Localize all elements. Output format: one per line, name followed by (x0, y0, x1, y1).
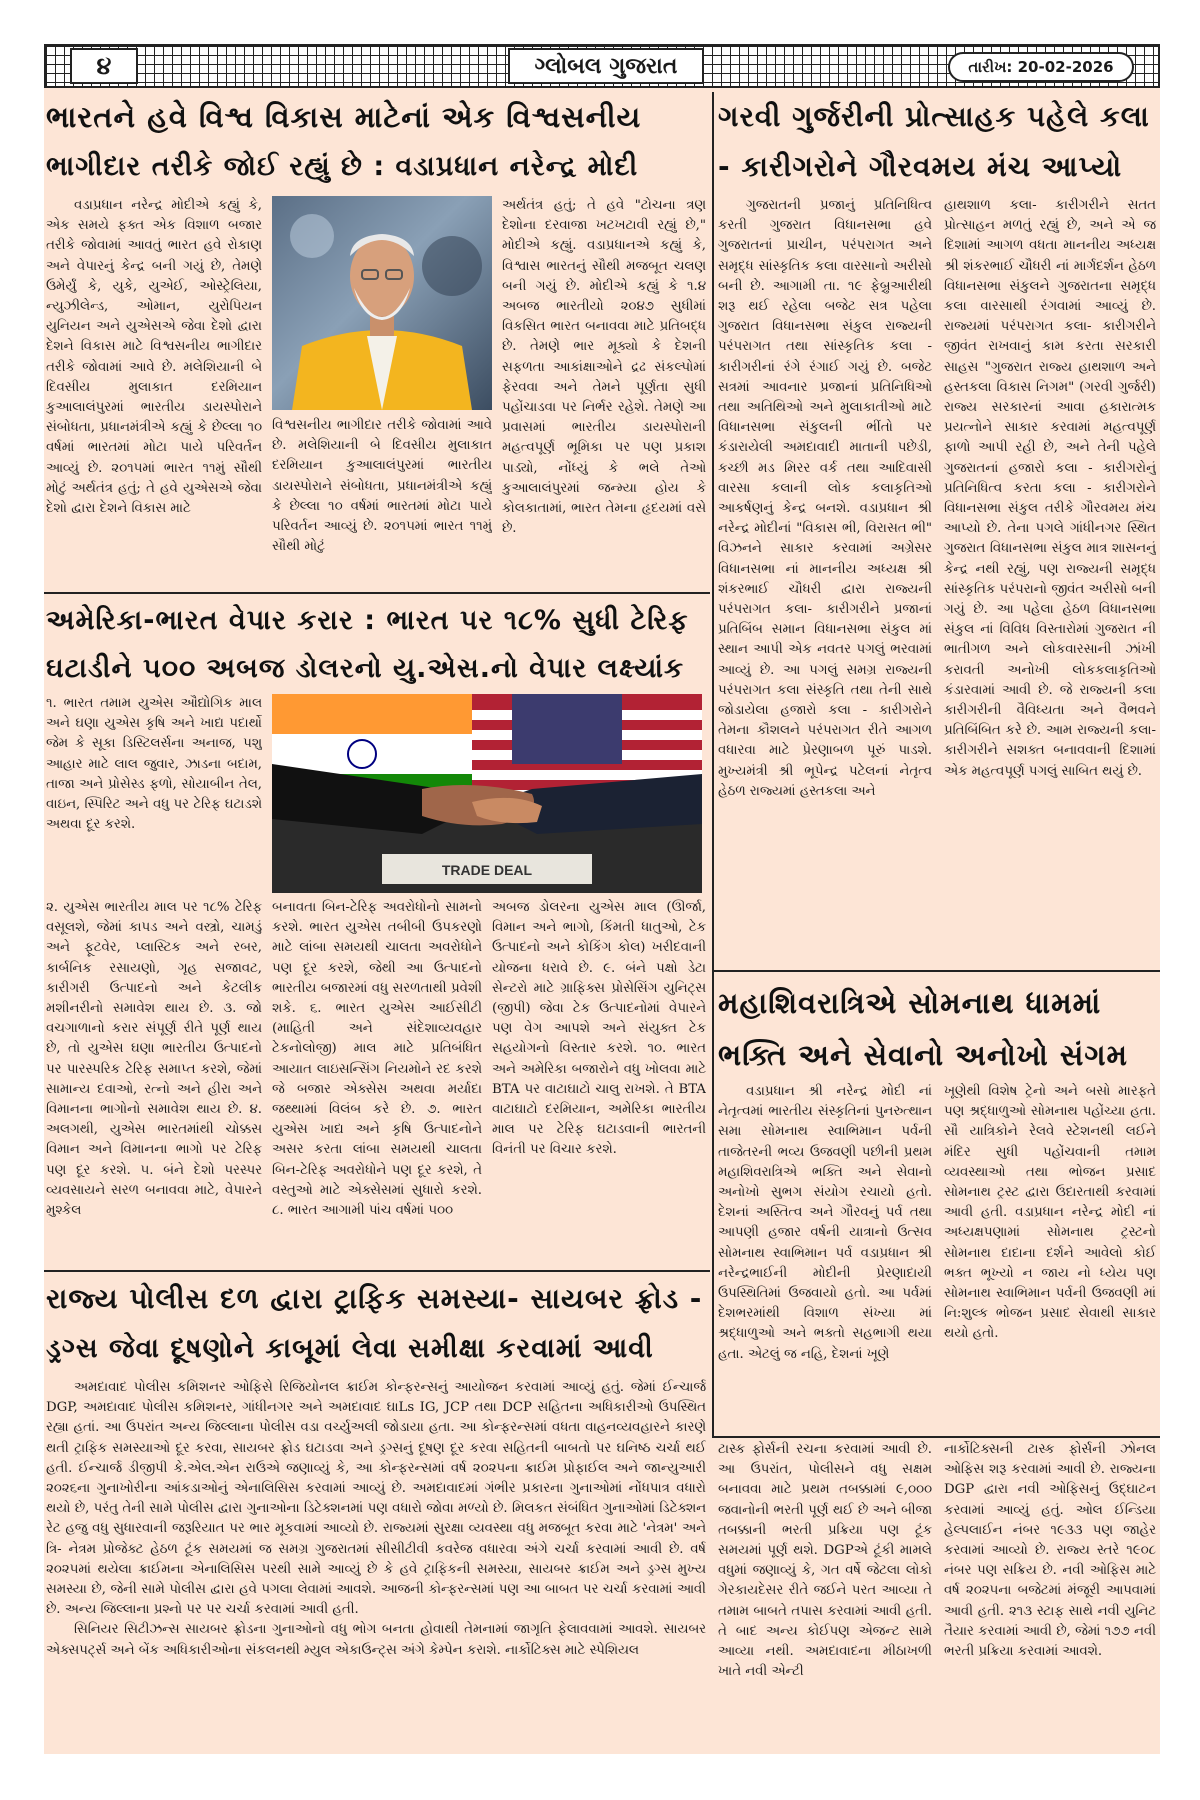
article1-column-2 (272, 416, 492, 586)
photo-caption: TRADE DEAL (441, 862, 533, 878)
article1-col2-text: વિશ્વસનીય ભાગીદાર તરીકે જોવામાં આવે છે. મલેશિયાની બે દિવસીય મુલાકાત દરમિયાન કુઆલાલંપુરમાં ભારતીય ડાયસ્પોરાને સંબોધતા, પ્રધાનમંત્રીએ કહ્યું કે છેલ્લા ૧૦ વર્ષમાં ભારતમાં મોટા પાયે પરિવર્તન આવ્યું છે. ૨૦૧૫માં ભારત ૧૧મું સૌથી મોટું (272, 418, 492, 555)
article1-headline-line2: ભાગીદાર તરીકે જોઈ રહ્યું છે : વડાપ્રધાન નરેન્દ્ર મોદી (46, 151, 639, 182)
article3-col4-text: નાર્કોટિક્સની ટાસ્ક ફોર્સની ઝોનલ ઓફિસ શરૂ કરવામાં આવી છે. રાજ્યના DGP દ્વારા નવી ઓફિસનું ઉદ્ઘાટન કરવામાં આવ્યું હતું. ઓલ ઈન્ડિયા હેલ્પલાઈન નંબર ૧૯૩૩ પણ જાહેર કરવામાં આવ્યો છે. રાજ્ય સ્તરે ૧૯૦૮ નંબર પણ સક્રિય છે. નવી ઓફિસ માટે વર્ષ ૨૦૨૫ના બજેટમાં મંજૂરી આપવામાં આવી હતી. ૨૧૩ સ્ટાફ સાથે નવી યુનિટ તૈયાર કરવામાં આવી છે, જેમાં ૧૭૭ નવી ભરતી પ્રક્રિયા કરવામાં આવશે. (944, 1442, 1156, 1660)
modi-portrait-illustration (272, 196, 492, 410)
divider (712, 1436, 1160, 1438)
article4-col2-text: હાથશાળ કલા- કારીગરીને સતત પ્રોત્સાહન મળતું રહ્યું છે, અને એ જ દિશામાં આગળ વધતા માનનીય અધ્યક્ષ શ્રી શંકરભાઈ ચૌધરી નાં માર્ગદર્શન હેઠળ વિધાનસભા સંકુલને ગુજરાતના સમૃદ્ધ કલા વારસાથી રંગવામાં આવ્યું છે. રાજ્યમાં પરંપરાગત કલા- કારીગરીને જીવંત રાખવાનું કામ કરતા સરકારી સાહસ "ગુજરાત રાજ્ય હાથશાળ અને હસ્તકલા વિકાસ નિગમ" (ગરવી ગુર્જરી) રાજ્ય સરકારનાં આવા હકારાત્મક પ્રયત્નોને સાકાર કરવામાં મહત્વપૂર્ણ ફાળો આપી રહી છે, અને તેની પહેલે ગુજરાતનાં હજારો કલા - કારીગરોનું પ્રતિનિધિત્વ કરતા કલા - કારીગરોને વિધાનસભા સંકુલ તરીકે ગૌરવમય મંચ આપ્યો છે. તેના પગલે ગાંધીનગર સ્થિત ગુજરાત વિધાનસભા સંકુલ માત્ર શાસનનું કેન્દ્ર નથી રહ્યું, પણ રાજ્યની સમૃદ્ધ સાંસ્કૃતિક પરંપરાનો જીવંત અરીસો બની ગયું છે. આ પહેલા હેઠળ વિધાનસભા સંકુલ નાં વિવિધ વિસ્તારોમાં ગુજરાત ની ભાતીગળ અને લોકવારસાની ઝાંખી કરાવતી અનોખી લોકકલાકૃતિઓ કંડારવામાં આવી છે. જે રાજ્યની કલા કારીગરીની વૈવિધ્યતા અને વૈભવને પ્રતિબિંબિત કરે છે. આમ રાજ્યની કલા- કારીગરીને સશક્ત બનાવવાની દિશામાં એક મહત્વપૂર્ણ પગલું સાબિત થયું છે. (944, 198, 1156, 779)
article2-column-2 (272, 898, 482, 1264)
column-divider (712, 92, 714, 1438)
article2-headline-line1: અમેરિકા-ભારત વેપાર કરાર : ભારત પર ૧૮% સુધી ટેરિફ (46, 605, 689, 636)
handshake-illustration (272, 694, 702, 893)
article2-col1b-text: ૨. યુએસ ભારતીય માલ પર ૧૮% ટેરિફ વસૂલશે, જેમાં કાપડ અને વસ્ત્રો, ચામડું અને ફૂટવેર, પ્લાસ્ટિક અને રબર, કાર્બનિક રસાયણો, ગૃહ સજાવટ, કારીગરી ઉત્પાદનો અને કેટલીક મશીનરીનો સમાવેશ થાય છે. ૩. જો વચગાળાનો કરાર સંપૂર્ણ રીતે પૂર્ણ થાય છે, તો યુએસ ઘણા ભારતીય ઉત્પાદનો પર પારસ્પરિક ટેરિફ સમાપ્ત કરશે, જેમાં સામાન્ય દવાઓ, રત્નો અને હીરા અને વિમાનના ભાગોનો સમાવેશ થાય છે. ૪. અલગથી, યુએસ ભારતમાંથી ચોક્કસ વિમાન અને વિમાનના ભાગો પર ટેરિફ પણ દૂર કરશે. ૫. બંને દેશો પરસ્પર વ્યવસાયને સરળ બનાવવા માટે, વેપારને મુશ્કેલ (46, 900, 262, 1219)
article1-column-1 (46, 196, 262, 586)
article4-column-2 (944, 196, 1156, 976)
article3-main-text (46, 1378, 706, 1750)
divider (44, 592, 710, 594)
article4-col1-text: ગુજરાતની પ્રજાનું પ્રતિનિધિત્વ કરતી ગુજરાત વિધાનસભા હવે ગુજરાતનાં પ્રાચીન, પરંપરાગત અને સમૃદ્ધ સાંસ્કૃતિક કલા વારસાનો અરીસો બની છે. આગામી તા. ૧૯ ફેબ્રુઆરીથી શરૂ થઈ રહેલા બજેટ સત્ર પહેલા ગુજરાત વિધાનસભા સંકુલ રાજ્યની પરંપરાગત તથા સાંસ્કૃતિક કલા - કારીગરીનાં રંગે રંગાઈ ગયું છે. બજેટ સત્રમાં આવનાર પ્રજાનાં પ્રતિનિધિઓ તથા અતિથિઓ અને મુલાકાતીઓ માટે વિધાનસભા સંકુલની ભીંતો પર કંડારાયેલી અમદાવાદી માતાની પછેડી, કચ્છી મડ મિરર વર્ક તથા આદિવાસી વારસા કલાની લોક કલાકૃતિઓ આકર્ષણનું કેન્દ્ર બનશે. વડાપ્રધાન શ્રી નરેન્દ્ર મોદીનાં "વિકાસ ભી, વિરાસત ભી" વિઝનને સાકાર કરવામાં અગ્રેસર વિધાનસભા નાં માનનીય અધ્યક્ષ શ્રી શંકરભાઈ ચૌધરી દ્વારા રાજ્યની પરંપરાગત કલા- કારીગરીને પ્રજાનાં પ્રતિબિંબ સમાન વિધાનસભા સંકુલ માં સ્થાન આપી એક નવતર પગલું ભરવામાં આવ્યું છે. આ પગલું સમગ્ર રાજ્યની પરંપરાગત કલા સંસ્કૃતિ તથા તેની સાથે જોડાયેલા હજારો કલા - કારીગરોને તેમના કૌશલને પરંપરાગત રીતે આગળ વધારવા માટે પ્રેરણાબળ પૂરું પાડશે. મુખ્યમંત્રી શ્રી ભૂપેન્દ્ર પટેલનાં નેતૃત્વ હેઠળ રાજ્યમાં હસ્તકલા અને (718, 198, 932, 799)
issue-date: તારીખ: 20-02-2026 (948, 52, 1134, 82)
article3-column-3 (718, 1440, 932, 1750)
article3-headline-line2: ડ્રગ્સ જેવા દૂષણોને કાબૂમાં લેવા સમીક્ષા કરવામાં આવી (46, 1333, 654, 1364)
article1-headline-line1: ભારતને હવે વિશ્વ વિકાસ માટેનાં એક વિશ્વસનીય (46, 100, 642, 134)
article5-col1-text: વડાપ્રધાન શ્રી નરેન્દ્ર મોદી નાં નેતૃત્વમાં ભારતીય સંસ્કૃતિનાં પુનરુત્થાન સમા સોમનાથ સ્વાભિમાન પર્વની તાજેતરની ભવ્ય ઉજવણી પછીની પ્રથમ મહાશિવરાત્રિએ ભક્તિ અને સેવાનો અનોખો સુભગ સંયોગ રચાયો હતો. દેશનાં અસ્તિત્વ અને ગૌરવનું પર્વ તથા આપણી હજાર વર્ષની યાત્રાનો ઉત્સવ સોમનાથ સ્વાભિમાન પર્વ વડાપ્રધાન શ્રી નરેન્દ્રભાઈની મોદીની પ્રેરણાદાયી ઉપસ્થિતિમાં ઉજવાયો હતો. આ પર્વમાં દેશભરમાંથી વિશાળ સંખ્યા માં શ્રદ્ધાળુઓ અને ભક્તો સહભાગી થયા હતા. એટલું જ નહિ, દેશનાં ખૂણે (718, 1084, 932, 1362)
article1-col1-text: વડાપ્રધાન નરેન્દ્ર મોદીએ કહ્યું કે, એક સમયે ફક્ત એક વિશાળ બજાર તરીકે જોવામાં આવતું ભારત હવે રોકાણ અને વેપારનું કેન્દ્ર બની ગયું છે, તેમણે ઉમેર્યું કે, યુકે, યુએઈ, ઓસ્ટ્રેલિયા, ન્યુઝીલેન્ડ, ઓમાન, યુરોપિયન યુનિયન અને યુએસએ જેવા દેશો દ્વારા દેશને વિકાસ માટે વિશ્વસનીય ભાગીદાર તરીકે જોવામાં આવે છે. મલેશિયાની બે દિવસીય મુલાકાત દરમિયાન કુઆલાલંપુરમાં ભારતીય ડાયસ્પોરાને સંબોધતા, પ્રધાનમંત્રીએ કહ્યું કે છેલ્લા ૧૦ વર્ષમાં ભારતમાં મોટા પાયે પરિવર્તન આવ્યું છે. ૨૦૧૫માં ભારત ૧૧મું સૌથી મોટું અર્થતંત્ર હતું; તે હવે યુએસએ જેવા દેશો દ્વારા દેશને વિકાસ માટે (46, 198, 262, 517)
article4-headline-line1: ગરવી ગુર્જરીની પ્રોત્સાહક પહેલે કલા (718, 100, 1150, 133)
article3-main-paragraph: અમદાવાદ પોલીસ કમિશનર ઓફિસે રિજિયોનલ ક્રાઈમ કોન્ફરન્સનું આયોજન કરવામાં આવ્યું હતું. જેમાં ઈન્ચાર્જ DGP, અમદાવાદ પોલીસ કમિશનર, ગાંધીનગર અને અમદાવાદ ઘાLs IG, JCP તથા DCP સહિતના અધિકારીઓ ઉપસ્થિત રહ્યા હતાં. આ ઉપરાંત અન્ય જિલ્લાના પોલીસ વડા વર્ચ્યુઅલી જોડાયા હતા. આ કોન્ફરન્સમાં વધતા વાહનવ્યવહારને કારણે થતી ટ્રાફિક સમસ્યાઓ દૂર કરવા, સાયબર ફ્રોડ ઘટાડવા અને ડ્રગ્સનું દૂષણ દૂર કરવા સહિતની બાબતો પર ઘનિષ્ઠ ચર્ચા થઈ હતી. ઈન્ચાર્જ ડીજીપી કે.એલ.એન રાઉએ જણાવ્યું કે, આ કોન્ફરન્સમાં વર્ષ ૨૦૨૫ના ક્રાઈમ પ્રોફાઈલ અને જાન્યુઆરી ૨૦૨૬ના ગુનાખોરીના આંકડાઓનું એનાલિસિસ કરવામાં આવ્યું છે. અમદાવાદમાં ગંભીર પ્રકારના ગુનાઓમાં નોંધપાત્ર વધારો થયો છે, પરંતુ તેની સામે પોલીસ દ્વારા ગુનાઓના ડિટેક્શનમાં પણ વધારો જોવા મળ્યો છે. મિલકત સંબંધિત ગુનાઓમાં ડિટેક્શન રેટ હજુ વધુ સુધારવાની જરૂરિયાત પર ભાર મૂકવામાં આવ્યો છે. રાજ્યમાં સુરક્ષા વ્યવસ્થા વધુ મજબૂત કરવા માટે 'નેત્રમ' અને ત્રિ- નેત્રમ પ્રોજેક્ટ હેઠળ ટૂંક સમયમાં જ સમગ્ર ગુજરાતમાં સીસીટીવી કવરેજ વધારવા અંગે ચર્ચા કરવામાં આવી છે. વર્ષ ૨૦૨૫માં થયેલા ક્રાઈમના એનાલિસિસ પરથી સામે આવ્યું છે કે હવે ટ્રાફિકની સમસ્યા, સાયબર ક્રાઈમ અને ડ્રગ્સ મુખ્ય સમસ્યા છે, જેની સામે પોલીસ દ્વારા હવે પગલા લેવામાં આવશે. આજની કોન્ફરન્સમાં પણ આ બાબત પર ચર્ચા કરવામાં આવી છે. અન્ય જિલ્લાના પ્રશ્નો પર પર ચર્ચા કરવામાં આવી હતી. (46, 1380, 706, 1618)
article3-main-paragraph-2: સિનિયર સિટીઝન્સ સાયબર ફ્રોડના ગુનાઓનો વધુ ભોગ બનતા હોવાથી તેમનામાં જાગૃતિ ફેલાવવામાં આવશે. સાયબર એક્સપર્ટ્સ અને બેંક અધિકારીઓના સંકલનથી મ્યુલ એકાઉન્ટ્સ અંગે કેમ્પેન કરાશે. નાર્કોટિક્સ માટે સ્પેશિયલ (46, 1622, 706, 1658)
article3-col3-text: ટાસ્ક ફોર્સની રચના કરવામાં આવી છે. આ ઉપરાંત, પોલીસને વધુ સક્ષમ બનાવવા માટે પ્રથમ તબક્કામાં ૯,૦૦૦ જવાનોની ભરતી પૂર્ણ થઈ છે અને બીજા તબક્કાની ભરતી પ્રક્રિયા પણ ટૂંક સમયમાં પૂર્ણ થશે. DGPએ ટૂંકી મામલે વધુમાં જણાવ્યું કે, ગત વર્ષે જેટલા લોકો ગેરકાયદેસર રીતે જઈને પરત આવ્યા તે તમામ બાબતે તપાસ કરવામાં આવી હતી. તે બાદ અન્ય કોઈપણ એજન્ટ સામે આવ્યા નથી. અમદાવાદના મીઠાખળી ખાતે નવી એન્ટી (718, 1442, 932, 1680)
article5-col2-text: ખૂણેથી વિશેષ ટ્રેનો અને બસો મારફતે પણ શ્રદ્ધાળુઓ સોમનાથ પહોંચ્યા હતા. સૌ યાત્રિકોને રેલવે સ્ટેશનથી લઈને મંદિર સુધી પહોંચવાની તમામ વ્યવસ્થાઓ તથા ભોજન પ્રસાદ સોમનાથ ટ્રસ્ટ દ્વારા ઉદારતાથી કરવામાં આવી હતી. વડાપ્રધાન નરેન્દ્ર મોદી નાં અધ્યક્ષપણામાં સોમનાથ ટ્રસ્ટનો સોમનાથ દાદાના દર્શને આવેલો કોઈ ભક્ત ભૂખ્યો ન જાય નો ધ્યેય પણ સોમનાથ સ્વાભિમાન પર્વની ઉજવણી માં નિ:શુલ્ક ભોજન પ્રસાદ સેવાથી સાકાર થયો હતો. (944, 1084, 1156, 1342)
article1-column-3 (502, 196, 706, 586)
trade-deal-photo (272, 694, 702, 893)
article2-headline-line2: ઘટાડીને ૫૦૦ અબજ ડોલરનો યુ.એસ.નો વેપાર લક્ષ્યાંક (46, 653, 685, 684)
newspaper-title: ગ્લોબલ ગુજરાત (508, 48, 704, 84)
divider (714, 970, 1160, 972)
article4-column-1 (718, 196, 932, 976)
article5-headline-line1: મહાશિવરાત્રિએ સોમનાથ ધામમાં (718, 986, 1102, 1020)
article2-column-1a (46, 694, 262, 898)
article2-col1a-text: ૧. ભારત તમામ યુએસ ઔદ્યોગિક માલ અને ઘણા યુએસ કૃષિ અને ખાદ્ય પદાર્થો જેમ કે સૂકા ડિસ્ટિલર્સના અનાજ, પશુ આહાર માટે લાલ જુવાર, ઝાડના બદામ, તાજા અને પ્રોસેસ્ડ ફળો, સોયાબીન તેલ, વાઇન, સ્પિરિટ અને વધુ પર ટેરિફ ઘટાડશે અથવા દૂર કરશે. (46, 696, 262, 833)
article3-headline-line1: રાજ્ય પોલીસ દળ દ્વારા ટ્રાફિક સમસ્યા- સાયબર ફ્રોડ - (46, 1282, 703, 1315)
article1-col3-text: અર્થતંત્ર હતું; તે હવે "ટોચના ત્રણ દેશોના દરવાજા ખટખટાવી રહ્યું છે," મોદીએ કહ્યું. વડાપ્રધાનએ કહ્યું કે, વિશ્વાસ ભારતનું સૌથી મજબૂત ચલણ બની ગયું છે. મોદીએ કહ્યું કે ૧.૪ અબજ ભારતીયો ૨૦૪૭ સુધીમાં વિકસિત ભારત બનાવવા માટે પ્રતિબદ્ધ છે. તેમણે ભાર મૂક્યો કે દેશની સફળતા આકાંક્ષાઓને દ્રઢ સંકલ્પોમાં ફેરવવા અને તેમને પૂર્ણતા સુધી પહોંચાડવા પર નિર્ભર રહેશે. તેમણે આ પ્રવાસમાં ભારતીય ડાયસ્પોરાની મહત્વપૂર્ણ ભૂમિકા પર પણ પ્રકાશ પાડ્યો, નોંધ્યું કે ભલે તેઓ કુઆલાલંપુરમાં જન્મ્યા હોય કે કોલકાતામાં, ભારત તેમના હૃદયમાં વસે છે. (502, 198, 706, 537)
article5-column-1 (718, 1082, 932, 1434)
article4-headline-line2: - કારીગરોને ગૌરવમય મંચ આપ્યો (718, 150, 1123, 183)
article5-column-2 (944, 1082, 1156, 1434)
article2-column-1b (46, 898, 262, 1264)
article2-col3-text: અબજ ડોલરના યુએસ માલ (ઊર્જા, વિમાન અને ભાગો, કિંમતી ધાતુઓ, ટેક ઉત્પાદનો અને કોકિંગ કોલ) ખરીદવાની યોજના ધરાવે છે. ૯. બંને પક્ષો ડેટા સેન્ટરો માટે ગ્રાફિક્સ પ્રોસેસિંગ યુનિટ્સ (જીપી) જેવા ટેક ઉત્પાદનોમાં વેપારને પણ વેગ આપશે અને સંયુક્ત ટેક સહયોગનો વિસ્તાર કરશે. ૧૦. ભારત અને અમેરિકા બજારોને વધુ ખોલવા માટે BTA પર વાટાઘાટો ચાલુ રાખશે. તે BTA વાટાઘાટો દરમિયાન, અમેરિકા ભારતીય માલ પર ટેરિફ ઘટાડવાની ભારતની વિનંતી પર વિચાર કરશે. (492, 900, 706, 1158)
divider (44, 1270, 710, 1272)
article5-headline-line2: ભક્તિ અને સેવાનો અનોખો સંગમ (718, 1038, 1129, 1072)
article3-column-4 (944, 1440, 1156, 1750)
article2-col2-text: બનાવતા બિન-ટેરિફ અવરોધોનો સામનો કરશે. ભારત યુએસ તબીબી ઉપકરણો માટે લાંબા સમયથી ચાલતા અવરોધોને પણ દૂર કરશે, જેથી આ ઉત્પાદનો ભારતીય બજારમાં વધુ સરળતાથી પ્રવેશી શકે. ૬. ભારત યુએસ આઈસીટી (માહિતી અને સંદેશાવ્યવહાર ટેકનોલોજી) માલ માટે પ્રતિબંધિત આયાત લાઇસન્સિંગ નિયમોને રદ કરશે જે બજાર એક્સેસ અથવા મર્યાદા જથ્થામાં વિલંબ કરે છે. ૭. ભારત યુએસ ખાદ્ય અને કૃષિ ઉત્પાદનોને અસર કરતા લાંબા સમયથી ચાલતા બિન-ટેરિફ અવરોધોને પણ દૂર કરશે, તે વસ્તુઓ માટે એક્સેસમાં સુધારો કરશે. ૮. ભારત આગામી પાંચ વર્ષમાં ૫૦૦ (272, 900, 482, 1219)
article2-column-3 (492, 898, 706, 1264)
page-number: ૪ (70, 48, 138, 84)
modi-photo (272, 196, 492, 410)
